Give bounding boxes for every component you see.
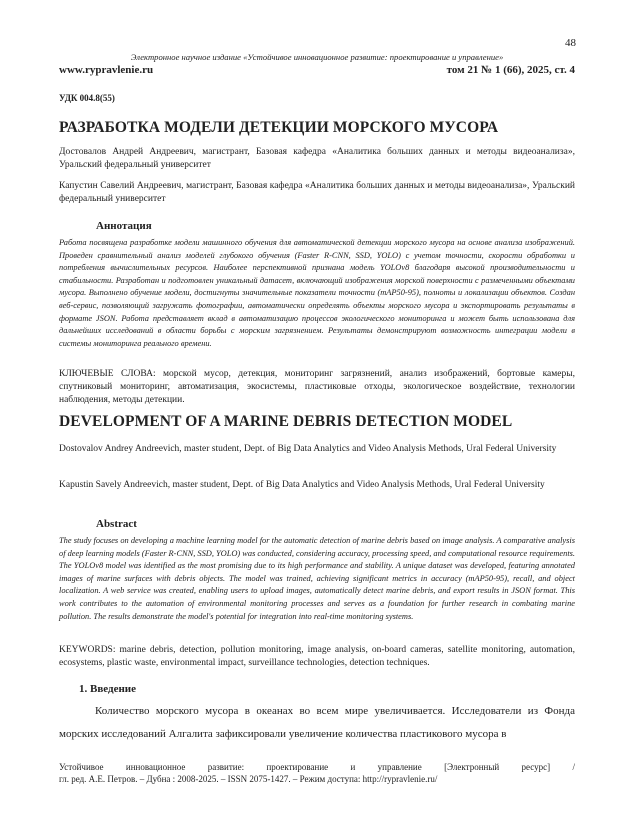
keywords-ru: КЛЮЧЕВЫЕ СЛОВА: морской мусор, детекция, мониторинг загрязнений, анализ изображений, бортовые камеры, спутниковый мониторинг, автоматизация, экосистемы, пластиковые отходы, экологическое воздействие, технологии наблюдения, методы детекции. <box>59 369 575 405</box>
annotation-text: Работа посвящена разработке модели машинного обучения для автоматической детекции морского мусора на основе анализа изображений. Проведен сравнительный анализ моделей глубокого обучения (Faster R-CNN, SSD, YOLO) с учетом точности, скорости обработки и потребления вычислительных ресурсов. Наиболее перспективной признана модель YOLOv8 благодаря высокой производительности и стабильности. Разработан и подготовлен уникальный датасет, включающий изображения морской поверхности с размеченными объектами мусора. Выполнено обучение модели, достигнуты значительные показатели точности (mAP50-95), полноты и локализации объектов. Создан веб-сервис, позволяющий загружать фотографии, автоматически определять объекты морского мусора и экспортировать результаты в формате JSON. Работа представляет вклад в автоматизацию процессов экологического мониторинга и может быть использована для дальнейших исследований в области борьбы с морским загрязнением. Результаты демонстрируют возможность интеграции модели в системы мониторинга реального времени. <box>59 238 575 348</box>
footer-line-1: Устойчивое инновационное развитие: проектирование и управление [Электронный ресурс] / <box>59 762 575 772</box>
annotation-heading: Аннотация <box>96 220 152 232</box>
author-ru-1: Достовалов Андрей Андреевич, магистрант, Базовая кафедра «Аналитика больших данных и методы видеоанализа», Уральский федеральный университет <box>59 147 575 170</box>
abstract-heading: Abstract <box>96 518 137 530</box>
volume-info: том 21 № 1 (66), 2025, ст. 4 <box>446 64 575 76</box>
title-en: DEVELOPMENT OF A MARINE DEBRIS DETECTION MODEL <box>59 413 513 430</box>
intro-paragraph: Количество морского мусора в океанах во всем мире увеличивается. Исследователи из Фонда морских исследований Алгалита зафиксировали увеличение количества пластикового мусора в <box>59 705 575 740</box>
footer-citation <box>59 761 575 785</box>
author-en-1: Dostovalov Andrey Andreevich, master student, Dept. of Big Data Analytics and Video Analysis Methods, Ural Federal University <box>59 444 557 454</box>
footer-line-2: гл. ред. А.Е. Петров. – Дубна : 2008-2025. – ISSN 2075-1427. – Режим доступа: http://rypravlenie.ru/ <box>59 774 438 784</box>
page-number: 48 <box>565 37 576 49</box>
title-ru: РАЗРАБОТКА МОДЕЛИ ДЕТЕКЦИИ МОРСКОГО МУСОРА <box>59 119 499 136</box>
author-en-2: Kapustin Savely Andreevich, master student, Dept. of Big Data Analytics and Video Analysis Methods, Ural Federal University <box>59 480 545 490</box>
journal-website: www.rypravlenie.ru <box>59 64 154 76</box>
journal-name: Электронное научное издание «Устойчивое инновационное развитие: проектирование и управление» <box>130 52 504 62</box>
udc-code: УДК 004.8(55) <box>59 93 115 103</box>
section-heading-introduction: 1. Введение <box>79 683 137 695</box>
author-ru-2: Капустин Савелий Андреевич, магистрант, Базовая кафедра «Аналитика больших данных и методы видеоанализа», Уральский федеральный университет <box>59 181 575 204</box>
abstract-text: The study focuses on developing a machine learning model for the automatic detection of marine debris based on image analysis. A comparative analysis of deep learning models (Faster R-CNN, SSD, YOLO) was conducted, considering accuracy, processing speed, and computational resource requirements. The YOLOv8 model was identified as the most promising due to its high performance and stability. A unique dataset was developed, featuring annotated images of marine surfaces with debris objects. The model was trained, achieving significant metrics in accuracy (mAP50-95), recall, and object localization. A web service was created, enabling users to upload images, automatically detect marine debris, and export results in JSON format. This work contributes to the automation of environmental monitoring processes and serves as a foundation for further research in combating marine pollution. The results demonstrate the model's potential for integration into real-time monitoring systems. <box>59 536 575 621</box>
keywords-en: KEYWORDS: marine debris, detection, pollution monitoring, image analysis, on-board cameras, satellite monitoring, automation, ecosystems, plastic waste, environmental impact, surveillance technologies, detection techniques. <box>59 645 575 668</box>
